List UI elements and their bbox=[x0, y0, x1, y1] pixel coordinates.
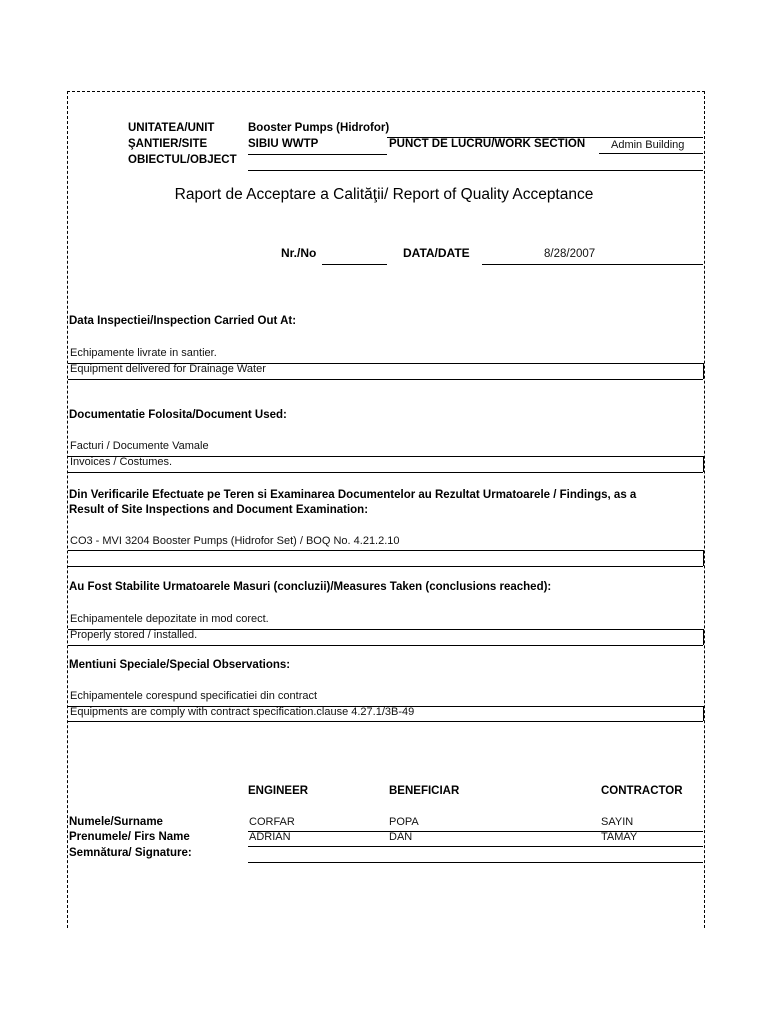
rule bbox=[68, 379, 703, 380]
site-value: SIBIU WWTP bbox=[248, 138, 319, 150]
measures-line2: Properly stored / installed. bbox=[70, 629, 198, 641]
inspection-line1: Echipamente livrate in santier. bbox=[70, 347, 217, 359]
rule bbox=[703, 706, 704, 721]
measures-heading: Au Fost Stabilite Urmatoarele Masuri (concluzii)/Measures Taken (conclusions reached): bbox=[69, 581, 552, 593]
inspection-line2: Equipment delivered for Drainage Water bbox=[70, 363, 266, 375]
rule bbox=[703, 363, 704, 379]
documents-line2: Invoices / Costumes. bbox=[70, 456, 173, 468]
observations-heading: Mentiuni Speciale/Special Observations: bbox=[69, 659, 291, 671]
documents-heading: Documentatie Folosita/Document Used: bbox=[69, 409, 287, 421]
column-engineer: ENGINEER bbox=[248, 785, 309, 797]
rule bbox=[68, 721, 703, 722]
findings-heading-line2: Result of Site Inspections and Document Examination: bbox=[69, 504, 369, 516]
unit-value: Booster Pumps (Hidrofor) bbox=[248, 122, 390, 134]
rule bbox=[68, 566, 703, 567]
date-label: DATA/DATE bbox=[403, 246, 470, 260]
surname-beneficiar: POPA bbox=[389, 816, 419, 828]
surname-contractor: SAYIN bbox=[601, 816, 634, 828]
surname-label: Numele/Surname bbox=[69, 816, 163, 828]
firstname-contractor: TAMAY bbox=[601, 831, 638, 843]
date-underline bbox=[482, 264, 703, 265]
documents-line1: Facturi / Documente Vamale bbox=[70, 440, 209, 452]
site-label: ŞANTIER/SITE bbox=[128, 138, 208, 150]
firstname-engineer: ADRIAN bbox=[249, 831, 291, 843]
object-label: OBIECTUL/OBJECT bbox=[128, 154, 237, 166]
signature-line[interactable] bbox=[248, 862, 703, 863]
unit-label: UNITATEA/UNIT bbox=[128, 122, 215, 134]
work-section-value: Admin Building bbox=[611, 139, 685, 151]
firstname-beneficiar: DAN bbox=[389, 831, 413, 843]
column-contractor: CONTRACTOR bbox=[601, 785, 683, 797]
date-value: 8/28/2007 bbox=[544, 248, 596, 260]
site-underline bbox=[248, 154, 387, 155]
work-section-label: PUNCT DE LUCRU/WORK SECTION bbox=[389, 138, 586, 150]
measures-line1: Echipamentele depozitate in mod corect. bbox=[70, 613, 269, 625]
signature-label: Semnătura/ Signature: bbox=[69, 847, 192, 859]
number-label: Nr./No bbox=[281, 246, 317, 260]
rule bbox=[703, 456, 704, 472]
observations-line1: Echipamentele corespund specificatiei din contract bbox=[70, 690, 318, 702]
rule bbox=[248, 846, 703, 847]
rule bbox=[703, 550, 704, 566]
findings-line1: CO3 - MVI 3204 Booster Pumps (Hidrofor Set) / BOQ No. 4.21.2.10 bbox=[70, 535, 400, 547]
rule bbox=[68, 645, 703, 646]
inspection-heading: Data Inspectiei/Inspection Carried Out At: bbox=[69, 315, 297, 327]
number-field[interactable] bbox=[322, 264, 387, 265]
object-underline bbox=[248, 170, 703, 171]
rule bbox=[68, 550, 703, 551]
surname-engineer: CORFAR bbox=[249, 816, 295, 828]
report-title: Raport de Acceptare a Calităţii/ Report of Quality Acceptance bbox=[174, 186, 594, 203]
firstname-label: Prenumele/ Firs Name bbox=[69, 831, 190, 843]
column-beneficiar: BENEFICIAR bbox=[389, 785, 460, 797]
rule bbox=[68, 472, 703, 473]
findings-heading-line1: Din Verificarile Efectuate pe Teren si Examinarea Documentelor au Rezultat Urmatoarele / Findings, as a bbox=[69, 489, 637, 501]
observations-line2: Equipments are comply with contract specification.clause 4.27.1/3B-49 bbox=[70, 706, 415, 718]
work-section-underline bbox=[599, 153, 703, 154]
rule bbox=[703, 629, 704, 645]
